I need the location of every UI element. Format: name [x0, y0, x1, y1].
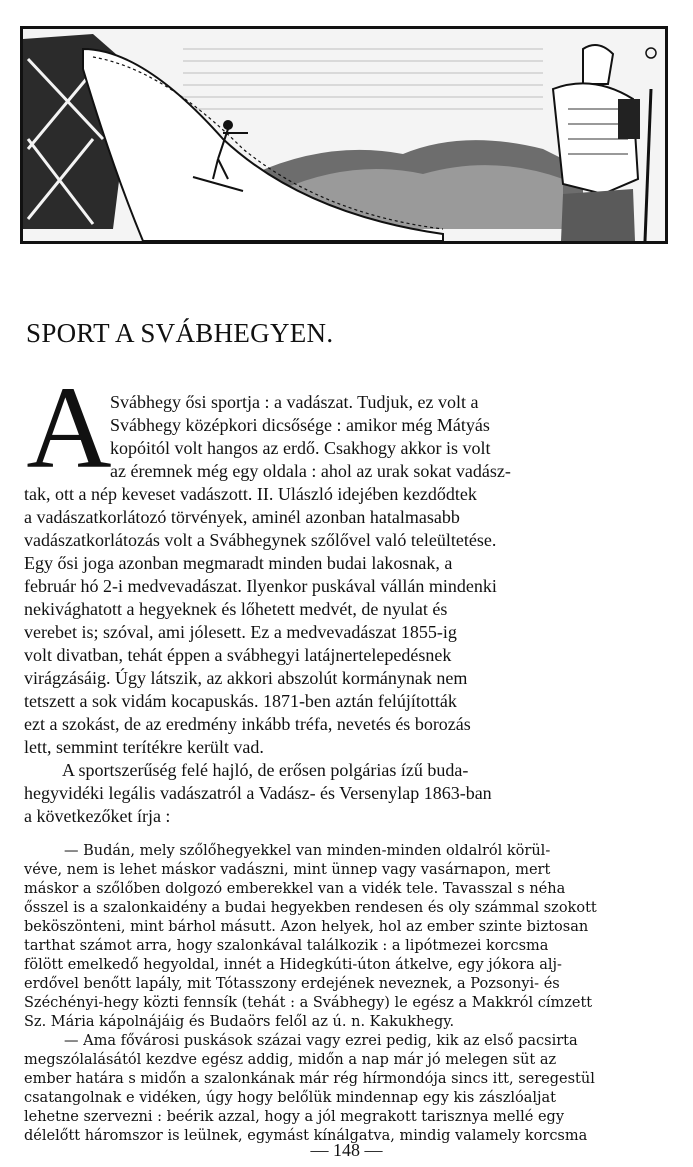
- quote-line: megszólalásától kezdve egész addig, midőn a nap már jó melegen süt az: [24, 1052, 557, 1068]
- quote-line: tarthat számot arra, hogy szalonkával találkozik : a lipótmezei korcsma: [24, 938, 549, 954]
- body-line: verebet is; szóval, ami jólesett. Ez a medvevadászat 1855-ig: [24, 622, 457, 642]
- quote-line: véve, nem is lehet máskor vadászni, mint ünnep vagy vasárnapon, mert: [24, 862, 551, 878]
- chapter-title: SPORT A SVÁBHEGYEN.: [26, 318, 334, 348]
- body-line: virágzásáig. Úgy látszik, az akkori abszolút kormánynak nem: [24, 668, 468, 688]
- body-line: Svábhegy ősi sportja : a vadászat. Tudjuk, ez volt a: [110, 392, 479, 412]
- body-line: ezt a szokást, de az eredmény inkább tréfa, nevetés és borozás: [24, 714, 471, 734]
- quote-line: Széchényi-hegy közti fennsík (tehát : a Svábhegy) le egész a Makkról címzett: [24, 995, 593, 1011]
- quote-line: lehetne szervezni : beérik azzal, hogy a jól megrakott tarisznya mellé egy: [24, 1109, 565, 1125]
- quote-line: — Ama fővárosi puskások százai vagy ezrei pedig, kik az első pacsirta: [64, 1033, 578, 1049]
- body-line: kopóitól volt hangos az erdő. Csakhogy akkor is volt: [110, 438, 491, 458]
- quote-line: Sz. Mária kápolnájáig és Budaörs felől az ú. n. Kakukhegy.: [24, 1014, 455, 1030]
- quote-line: máskor a szőlőben dolgozó emberekkel van a vidék tele. Tavasszal s néha: [24, 881, 566, 897]
- body-line: a következőket írja :: [24, 806, 171, 826]
- quote-line: ősszel is a szalonkaidény a budai hegyekben rendesen és oly számmal szokott: [24, 900, 597, 916]
- body-line: Svábhegy középkori dicsősége : amikor még Mátyás: [110, 415, 490, 435]
- body-line: február hó 2-i medvevadászat. Ilyenkor puskával vállán mindenki: [24, 576, 497, 596]
- body-line: a vadászatkorlátozó törvények, aminél azonban hatalmasabb: [24, 507, 460, 527]
- quote-line: beköszönteni, mint bárhol másutt. Azon helyek, hol az ember szinte biztosan: [24, 919, 589, 935]
- body-line: tak, ott a nép keveset vadászott. II. Ulászló idejében kezdődtek: [24, 484, 477, 504]
- quote-line: csatangolnak e vidéken, úgy hogy belőlük mindennap egy kis zászlóaljat: [24, 1090, 556, 1106]
- quote-line: ember határa s midőn a szalonkának már rég hírmondója sincs itt, seregestül: [24, 1071, 595, 1087]
- body-line: tetszett a sok vidám kocapuskás. 1871-ben aztán felújították: [24, 691, 457, 711]
- body-line: hegyvidéki legális vadászatról a Vadász- és Versenylap 1863-ban: [24, 783, 492, 803]
- body-line: A sportszerűség felé hajló, de erősen polgárias ízű buda-: [62, 760, 469, 780]
- header-illustration: [20, 26, 668, 244]
- body-line: volt divatban, tehát éppen a svábhegyi latájnertelepedésnek: [24, 645, 452, 665]
- drop-cap: A: [26, 362, 112, 493]
- body-line: az éremnek még egy oldala : ahol az urak sokat vadász-: [110, 461, 511, 481]
- quote-line: — Budán, mely szőlőhegyekkel van minden-minden oldalról körül-: [64, 843, 551, 859]
- ski-jump-illustration: [23, 29, 665, 241]
- quote-line: fölött emelkedő hegyoldal, innét a Hidegkúti-úton átkelve, egy jókora alj-: [24, 957, 562, 973]
- quote-line: délelőtt háromszor is leülnek, egymást kínálgatva, mindig valamely korcsma: [24, 1128, 588, 1144]
- body-line: Egy ősi joga azonban megmaradt minden budai lakosnak, a: [24, 553, 453, 573]
- body-line: lett, semmint terítékre került vad.: [24, 737, 264, 757]
- body-line: vadászatkorlátozás volt a Svábhegynek szőlővel való teleültetése.: [24, 530, 497, 550]
- body-line: nekivághatott a hegyeknek és lőhetett medvét, de nyulat és: [24, 599, 448, 619]
- quote-line: erdővel benőtt lapály, mit Tótasszony erdejének neveznek, a Pozsonyi- és: [24, 976, 560, 992]
- page-number: — 148 —: [310, 1140, 383, 1160]
